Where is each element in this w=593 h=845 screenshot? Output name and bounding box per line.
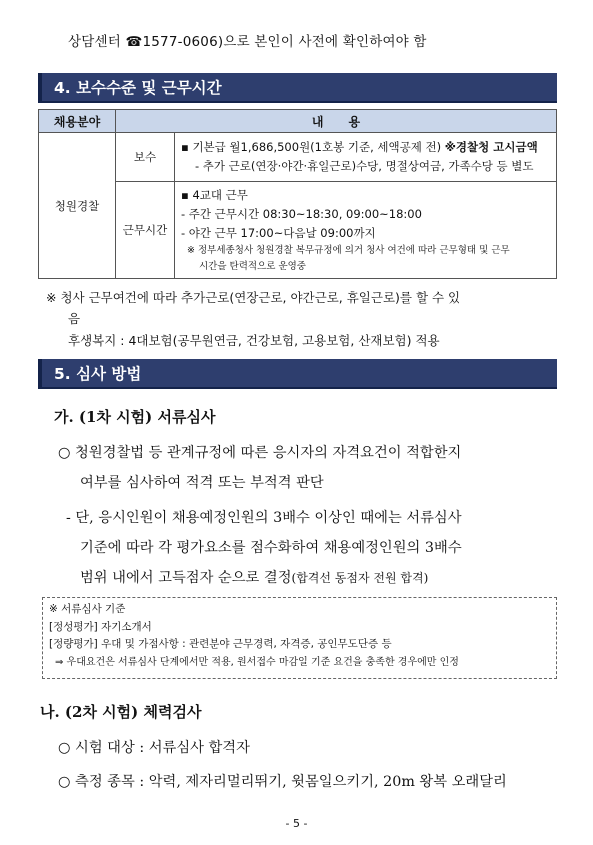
pay-line-2: - 추가 근로(연장·야간·휴일근로)수당, 명절상여금, 가족수당 등 별도	[195, 159, 534, 173]
screening-criteria-box	[42, 597, 557, 679]
part-b-title: 나. (2차 시험) 체력검사	[40, 703, 202, 721]
box-line-2: [정성평가] 자기소개서	[49, 620, 152, 633]
box-line-4: ⇒ 우대요건은 서류심사 단계에서만 적용, 원서접수 마감일 기준 요건을 충족한 경우에만 인정	[55, 656, 459, 668]
part-a-title: 가. (1차 시험) 서류심사	[54, 408, 216, 426]
pay-content	[175, 133, 557, 182]
hours-note-2: 시간을 탄력적으로 운영중	[199, 260, 306, 272]
section-5-title: 5. 심사 방법	[38, 359, 557, 389]
a-item-1-line-2: 여부를 심사하여 적격 또는 부적격 판단	[80, 475, 324, 491]
page-number: - 5 -	[285, 817, 308, 830]
hours-line-1: ▪ 4교대 근무	[181, 187, 248, 202]
header-field: 채용분야	[39, 110, 116, 133]
pay-line-1	[181, 138, 550, 157]
table-header-row	[39, 110, 557, 133]
a-item-2-line-3-small: (합격선 동점자 전원 합격)	[291, 571, 429, 585]
pay-row	[39, 133, 557, 182]
section-4-note-2: 음	[68, 311, 81, 326]
welfare-note: 후생복지 : 4대보험(공무원연금, 건강보험, 고용보험, 산재보험) 적용	[68, 333, 440, 348]
pay-label: 보수	[116, 133, 175, 182]
box-line-1: ※ 서류심사 기준	[49, 603, 126, 615]
top-notice: 상담센터 ☎1577-0606)으로 본인이 사전에 확인하여야 함	[68, 34, 427, 50]
b-item-2: ○ 측정 종목 : 악력, 제자리멀리뛰기, 윗몸일으키기, 20m 왕복 오래달리	[58, 774, 507, 790]
hours-row	[39, 182, 557, 279]
section-4-note-1: ※ 청사 근무여건에 따라 추가근로(연장근로, 야간근로, 휴일근로)를 할 수 있	[46, 290, 461, 305]
hours-note-1: ※ 정부세종청사 청원경찰 복무규정에 의거 청사 여건에 따라 근무형태 및 근무	[187, 244, 510, 256]
field-cell: 청원경찰	[39, 133, 116, 279]
header-content: 내 용	[116, 110, 557, 133]
box-line-3: [정량평가] 우대 및 가점사항 : 관련분야 근무경력, 자격증, 공인무도단증 등	[49, 638, 392, 650]
pay-line-1-bold: ※경찰청 고시금액	[444, 140, 538, 154]
hours-line-3: - 야간 근무 17:00~다음날 09:00까지	[181, 225, 376, 240]
hours-label: 근무시간	[116, 182, 175, 279]
a-item-1-line-1: ○ 청원경찰법 등 관계규정에 따른 응시자의 자격요건이 적합한지	[58, 445, 462, 461]
a-item-2-line-3-text: 범위 내에서 고득점자 순으로 결정	[80, 570, 292, 586]
section-4-title: 4. 보수수준 및 근무시간	[38, 73, 557, 103]
hours-line-2: - 주간 근무시간 08:30~18:30, 09:00~18:00	[181, 206, 422, 221]
hours-content	[175, 182, 557, 279]
b-item-1: ○ 시험 대상 : 서류심사 합격자	[58, 740, 250, 756]
a-item-2-line-2: 기준에 따라 각 평가요소를 점수화하여 채용예정인원의 3배수	[80, 540, 462, 556]
a-item-2-line-1: - 단, 응시인원이 채용예정인원의 3배수 이상인 때에는 서류심사	[66, 510, 462, 526]
a-item-2-line-3	[80, 563, 428, 593]
pay-hours-table	[38, 109, 557, 279]
pay-line-1-text: ▪ 기본급 월1,686,500원(1호봉 기준, 세액공제 전)	[181, 140, 445, 154]
